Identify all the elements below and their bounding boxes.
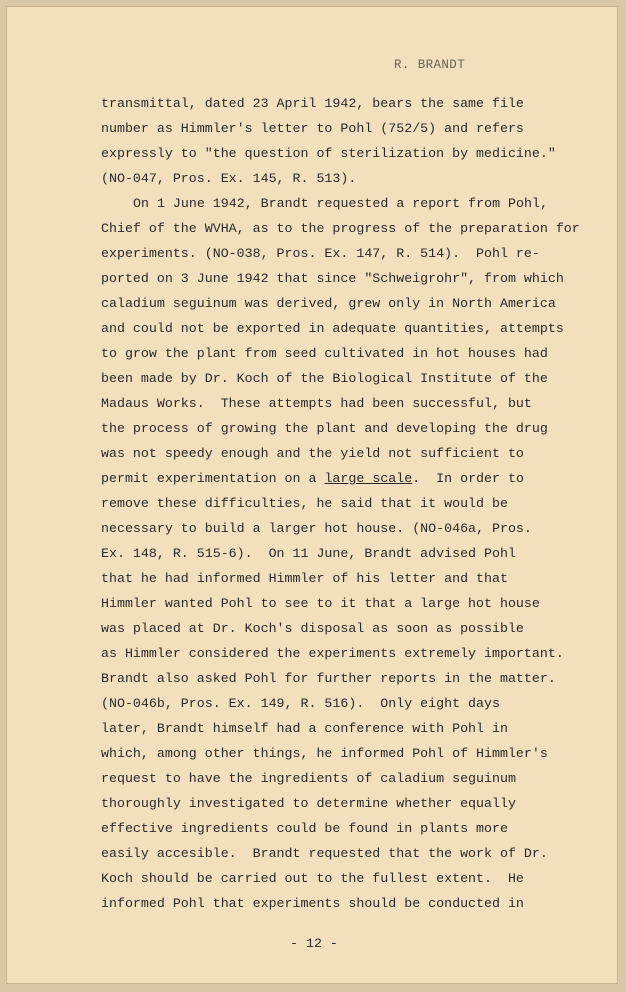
text-line-6: Chief of the WVHA, as to the progress of the preparation for bbox=[101, 221, 580, 236]
text-line-7: experiments. (NO-038, Pros. Ex. 147, R. 514). Pohl re- bbox=[101, 246, 540, 261]
text-line-13: Madaus Works. These attempts had been successful, but bbox=[101, 396, 532, 411]
document-page bbox=[6, 6, 618, 984]
text-line-16 bbox=[101, 471, 524, 487]
text-line-12: been made by Dr. Koch of the Biological Institute of the bbox=[101, 371, 548, 386]
text-line-21: Himmler wanted Pohl to see to it that a large hot house bbox=[101, 596, 540, 611]
text-line-1: transmittal, dated 23 April 1942, bears the same file bbox=[101, 96, 524, 111]
text-line-16-start: permit experimentation on a bbox=[101, 471, 325, 486]
text-line-18: necessary to build a larger hot house. (NO-046a, Pros. bbox=[101, 521, 532, 536]
text-line-19: Ex. 148, R. 515-6). On 11 June, Brandt advised Pohl bbox=[101, 546, 516, 561]
text-line-29: thoroughly investigated to determine whether equally bbox=[101, 796, 516, 811]
text-line-15: was not speedy enough and the yield not sufficient to bbox=[101, 446, 524, 461]
text-line-20: that he had informed Himmler of his letter and that bbox=[101, 571, 508, 586]
text-line-24: Brandt also asked Pohl for further reports in the matter. bbox=[101, 671, 556, 686]
text-line-2: number as Himmler's letter to Pohl (752/5) and refers bbox=[101, 121, 524, 136]
text-line-9: caladium seguinum was derived, grew only in North America bbox=[101, 296, 556, 311]
text-line-4: (NO-047, Pros. Ex. 145, R. 513). bbox=[101, 171, 357, 186]
text-line-32: Koch should be carried out to the fullest extent. He bbox=[101, 871, 524, 886]
text-line-10: and could not be exported in adequate quantities, attempts bbox=[101, 321, 564, 336]
text-line-26: later, Brandt himself had a conference with Pohl in bbox=[101, 721, 508, 736]
text-line-8: ported on 3 June 1942 that since "Schweigrohr", from which bbox=[101, 271, 564, 286]
text-line-11: to grow the plant from seed cultivated in hot houses had bbox=[101, 346, 548, 361]
running-header: R. BRANDT bbox=[394, 58, 466, 72]
text-line-14: the process of growing the plant and developing the drug bbox=[101, 421, 548, 436]
text-line-17: remove these difficulties, he said that it would be bbox=[101, 496, 508, 511]
page-number: - 12 - bbox=[290, 936, 338, 951]
text-line-33: informed Pohl that experiments should be conducted in bbox=[101, 896, 524, 911]
text-line-16-end: . In order to bbox=[412, 471, 524, 486]
text-line-5: On 1 June 1942, Brandt requested a report from Pohl, bbox=[133, 196, 548, 211]
text-line-30: effective ingredients could be found in plants more bbox=[101, 821, 508, 836]
underlined-phrase: large scale bbox=[324, 471, 413, 486]
text-line-3: expressly to "the question of sterilization by medicine." bbox=[101, 146, 556, 161]
text-line-31: easily accesible. Brandt requested that the work of Dr. bbox=[101, 846, 548, 861]
text-line-23: as Himmler considered the experiments extremely important. bbox=[101, 646, 564, 661]
text-line-28: request to have the ingredients of caladium seguinum bbox=[101, 771, 516, 786]
text-line-25: (NO-046b, Pros. Ex. 149, R. 516). Only eight days bbox=[101, 696, 500, 711]
text-line-27: which, among other things, he informed Pohl of Himmler's bbox=[101, 746, 548, 761]
text-line-22: was placed at Dr. Koch's disposal as soon as possible bbox=[101, 621, 524, 636]
